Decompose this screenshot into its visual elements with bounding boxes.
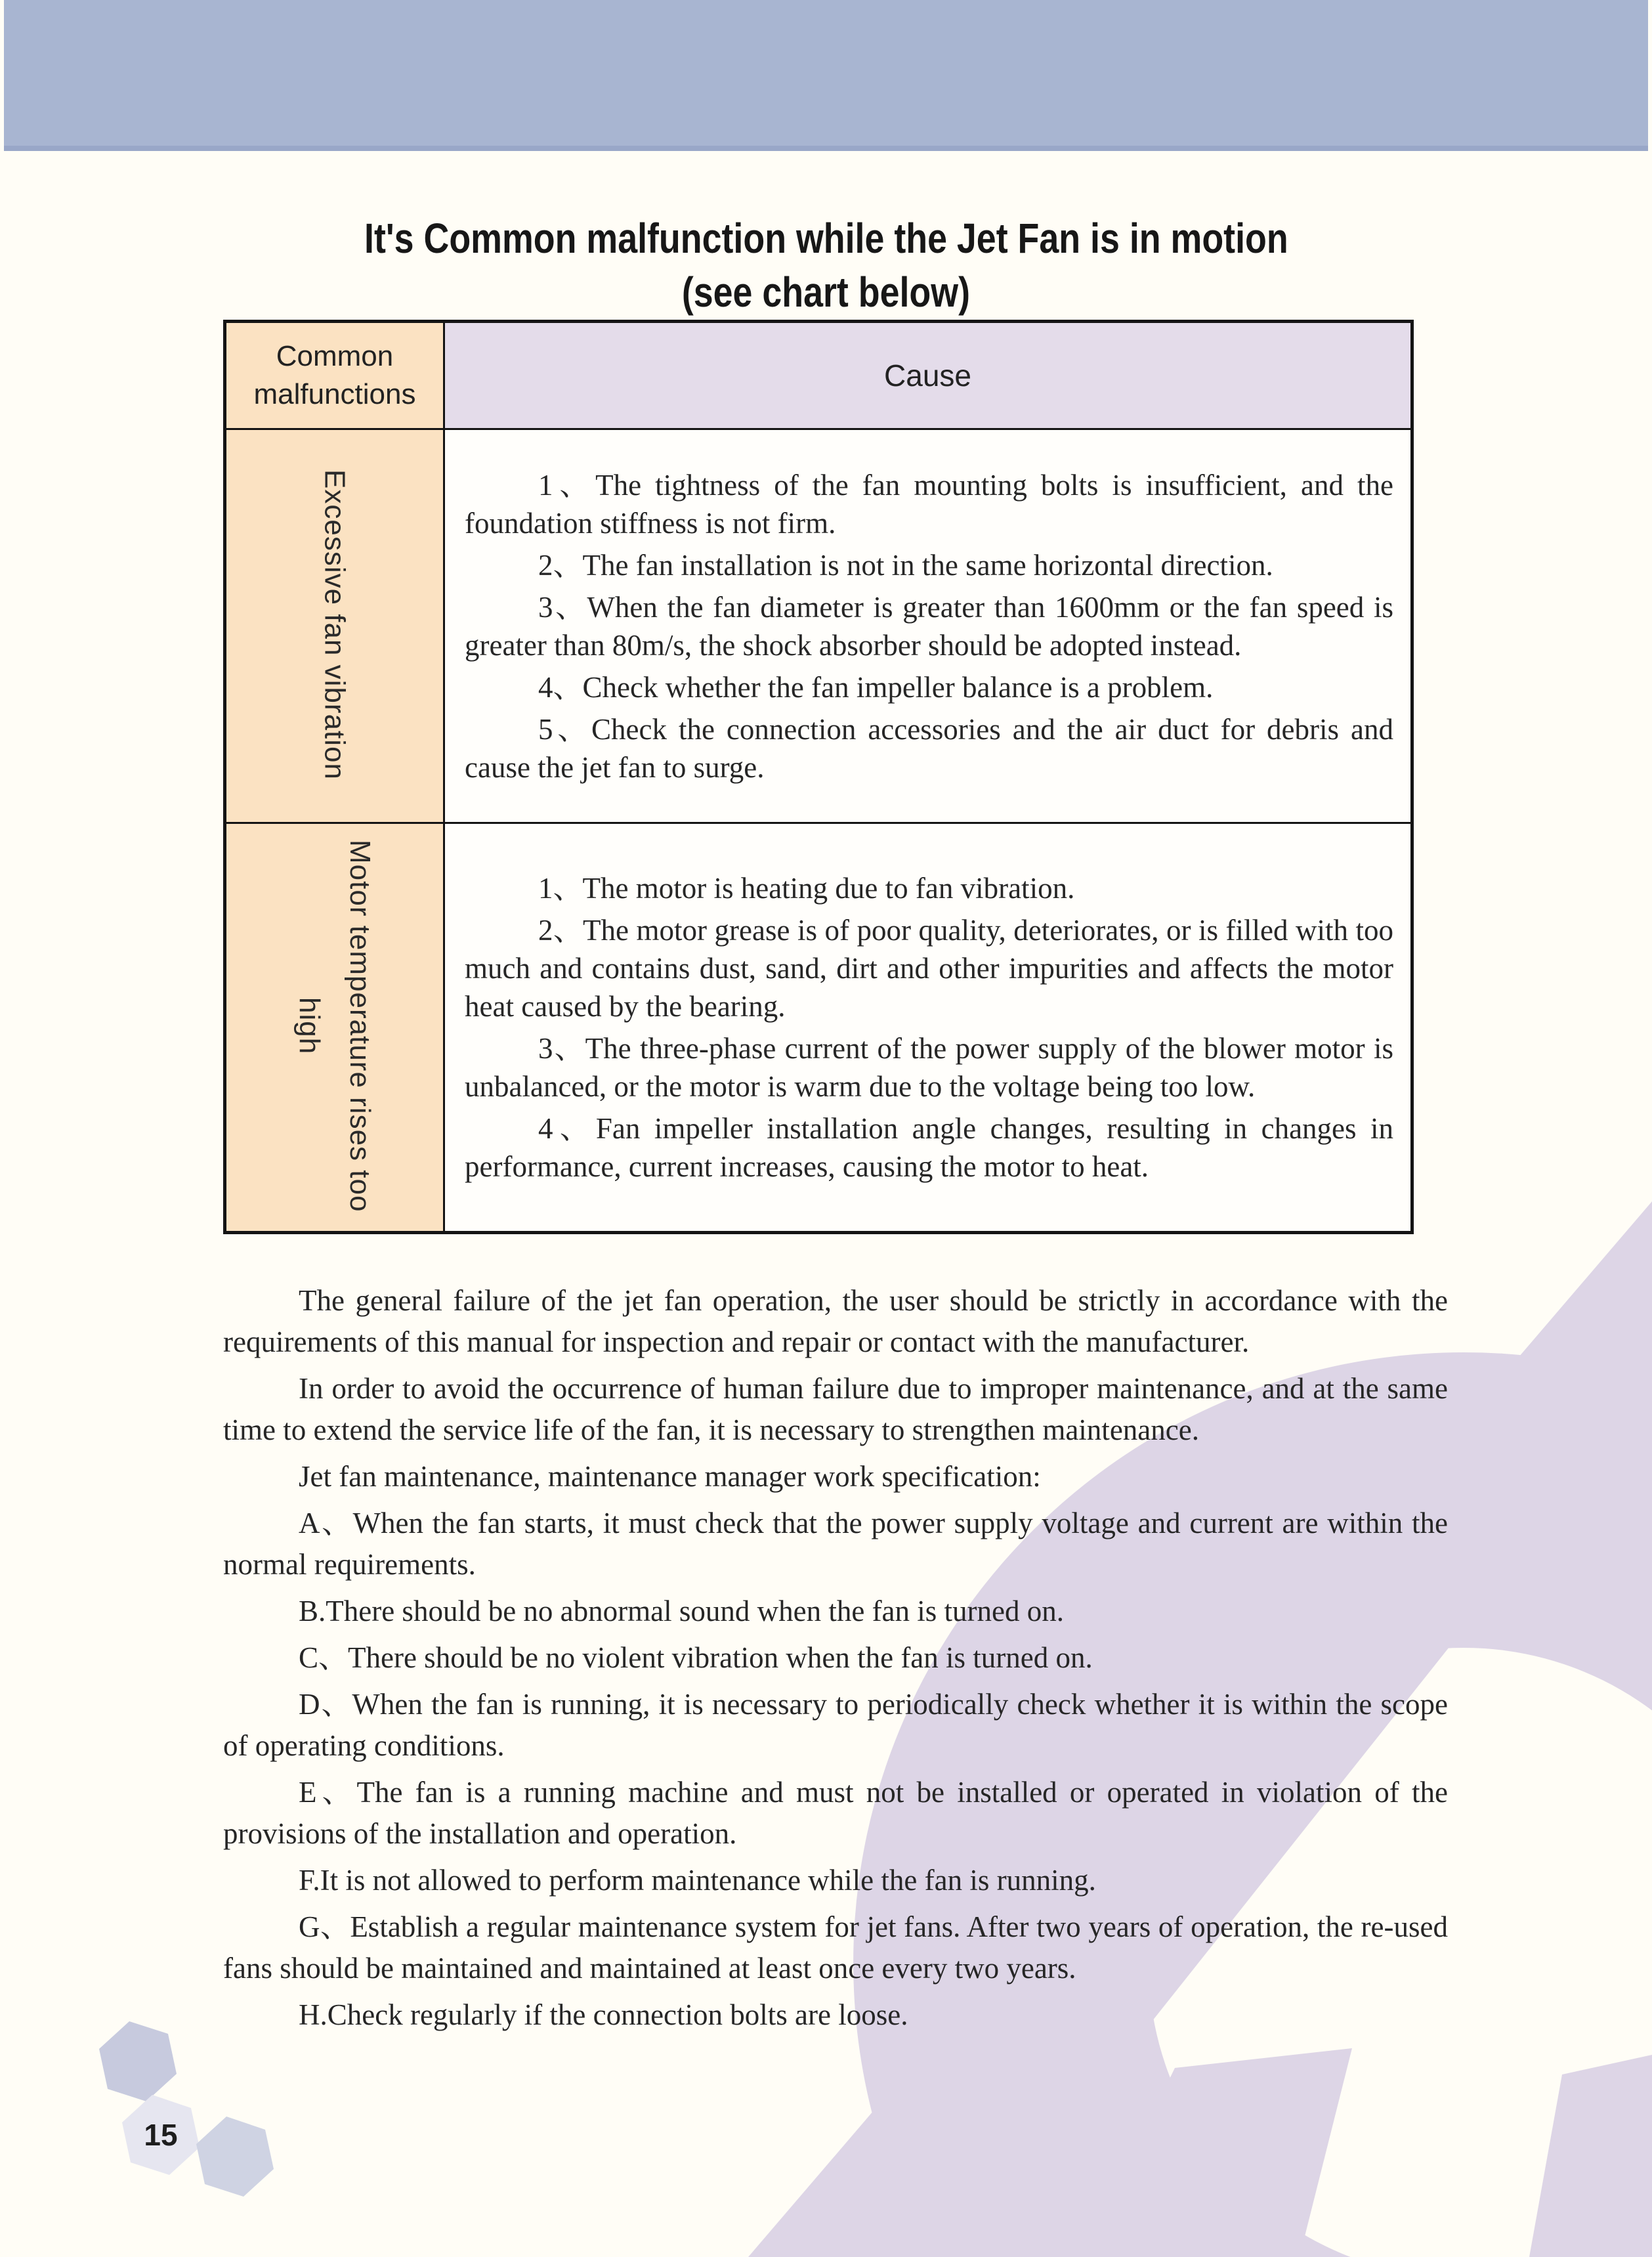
body-paragraph: F.It is not allowed to perform maintenance while the fan is running. <box>299 1864 1096 1897</box>
malfunction-table <box>223 320 1414 1234</box>
body-paragraph: C、There should be no violent vibration when the fan is turned on. <box>299 1641 1093 1674</box>
body-paragraph: Jet fan maintenance, maintenance manager work specification: <box>299 1460 1041 1493</box>
body-paragraph: H.Check regularly if the connection bolts are loose. <box>299 1998 908 2031</box>
page-title-line2: (see chart below) <box>681 269 971 316</box>
body-paragraph: D、When the fan is running, it is necessary to periodically check whether it is within the scope of operating conditions. <box>223 1688 1448 1762</box>
body-paragraph: G、Establish a regular maintenance system for jet fans. After two years of operation, the re-used fans should be maintained and maintained at least once every two years. <box>223 1910 1448 1985</box>
body-paragraph: The general failure of the jet fan operation, the user should be strictly in accordance with the requirements of this manual for inspection and repair or contact with the manufacturer. <box>223 1284 1448 1358</box>
malfunction-label-cell <box>225 823 444 1233</box>
cause-item: 1、The tightness of the fan mounting bolts is insufficient, and the foundation stiffness is not firm. <box>465 468 1393 540</box>
page-title-line1: It's Common malfunction while the Jet Fan is in motion <box>364 215 1288 262</box>
body-paragraph: A、When the fan starts, it must check that the power supply voltage and current are within the normal requirements. <box>223 1507 1448 1581</box>
cause-item: 3、The three-phase current of the power supply of the blower motor is unbalanced, or the motor is warm due to the voltage being too low. <box>465 1032 1393 1103</box>
cause-cell <box>444 429 1412 823</box>
table-row-excessive-vibration <box>225 429 1412 823</box>
header-cause: Cause <box>444 322 1412 429</box>
cause-item: 4、Fan impeller installation angle changes, resulting in changes in performance, current increases, causing the motor to heat. <box>465 1112 1393 1183</box>
body-paragraph: E、The fan is a running machine and must not be installed or operated in violation of the provisions of the installation and operation. <box>223 1776 1448 1850</box>
table-row-motor-temperature <box>225 823 1412 1233</box>
body-text-block <box>223 1280 1448 2041</box>
malfunction-label-vertical: Excessive fan vibration <box>318 469 351 780</box>
body-paragraph: B.There should be no abnormal sound when the fan is turned on. <box>299 1595 1065 1627</box>
cause-item: 3、When the fan diameter is greater than 1600mm or the fan speed is greater than 80m/s, the shock absorber should be adopted instead. <box>465 590 1393 662</box>
cause-item: 2、The motor grease is of poor quality, deteriorates, or is filled with too much and contains dust, sand, dirt and other impurities and affects the motor heat caused by the bearing. <box>465 914 1393 1023</box>
table-header-row <box>225 322 1412 429</box>
cause-item: 4、Check whether the fan impeller balance is a problem. <box>538 670 1214 704</box>
malfunction-label-cell <box>225 429 444 823</box>
page-title <box>0 211 1652 319</box>
page-number: 15 <box>144 2118 178 2152</box>
body-paragraph: In order to avoid the occurrence of human failure due to improper maintenance, and at the same time to extend the service life of the fan, it is necessary to strengthen maintenance. <box>223 1372 1448 1446</box>
hexagon-decoration-top <box>99 2021 177 2101</box>
header-band <box>4 0 1648 151</box>
header-common-malfunctions: Common malfunctions <box>225 322 444 429</box>
malfunction-label-vertical: Motor temperature rises too high <box>293 839 376 1213</box>
cause-cell <box>444 823 1412 1233</box>
cause-item: 5、Check the connection accessories and the air duct for debris and cause the jet fan to surge. <box>465 712 1393 784</box>
hexagon-decoration-bottom <box>196 2117 274 2197</box>
cause-item: 1、The motor is heating due to fan vibration. <box>538 872 1075 905</box>
cause-item: 2、The fan installation is not in the same horizontal direction. <box>538 548 1273 582</box>
watermark-leg-right <box>1529 2055 1652 2257</box>
